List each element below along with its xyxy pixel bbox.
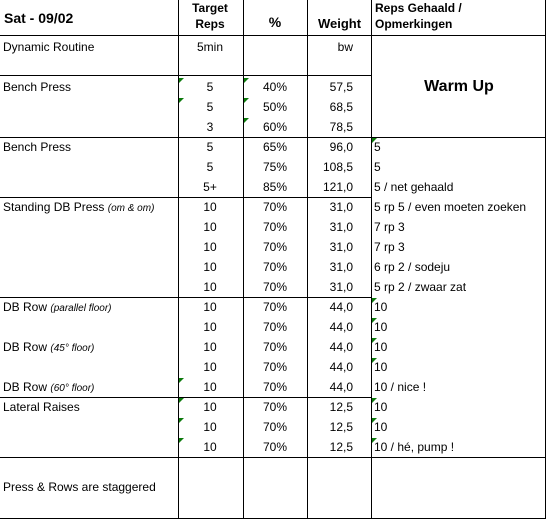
target-reps-cell[interactable]: 10 [203, 300, 217, 314]
exercise-cell[interactable] [3, 277, 178, 297]
remark-cell[interactable]: 10 [374, 400, 388, 414]
percent-cell[interactable] [243, 457, 307, 477]
remark-cell[interactable] [374, 457, 544, 477]
percent-cell[interactable]: 70% [262, 300, 288, 314]
weight-cell[interactable]: 31,0 [329, 240, 353, 254]
percent-cell[interactable]: 65% [262, 140, 288, 154]
exercise-name: Standing DB Press [3, 200, 105, 214]
table-row [0, 297, 546, 317]
percent-cell[interactable]: 75% [262, 160, 288, 174]
exercise-cell[interactable] [3, 157, 178, 177]
percent-cell[interactable]: 70% [262, 320, 288, 334]
exercise-cell[interactable] [3, 57, 178, 77]
remark-cell[interactable]: 10 [374, 300, 388, 314]
weight-cell[interactable]: 31,0 [329, 280, 353, 294]
weight-cell[interactable]: 57,5 [329, 80, 353, 94]
exercise-note: (60° floor) [50, 383, 95, 394]
comment-marker-icon [372, 318, 377, 323]
target-reps-cell[interactable]: 5 [206, 100, 214, 114]
weight-cell[interactable] [308, 457, 353, 477]
target-reps-cell[interactable]: 5 [206, 140, 214, 154]
header-notes-line2: Opmerkingen [375, 17, 453, 31]
exercise-name: Bench Press [3, 80, 72, 94]
header-reps-line: Reps [195, 17, 225, 31]
table-row [0, 417, 546, 437]
warm-up-label: Warm Up [424, 78, 494, 95]
weight-cell[interactable]: 44,0 [329, 300, 353, 314]
table-row [0, 197, 546, 217]
comment-marker-icon [372, 338, 377, 343]
weight-cell[interactable]: 44,0 [329, 360, 353, 374]
grid-line [0, 397, 372, 398]
target-reps-cell[interactable]: 10 [203, 200, 217, 214]
table-row [0, 477, 546, 497]
weight-cell[interactable]: 12,5 [329, 440, 353, 454]
table-row [0, 357, 546, 377]
exercise-cell[interactable] [3, 197, 178, 217]
table-row [0, 237, 546, 257]
percent-cell[interactable] [243, 37, 307, 57]
table-row [0, 177, 546, 197]
grid-line [0, 35, 546, 36]
table-row [0, 337, 546, 357]
exercise-cell[interactable] [3, 97, 178, 117]
target-reps-cell[interactable]: 10 [203, 320, 217, 334]
comment-marker-icon [244, 98, 249, 103]
remark-cell[interactable] [374, 57, 544, 77]
weight-cell[interactable]: 44,0 [329, 320, 353, 334]
weight-cell[interactable]: bw [337, 40, 353, 54]
grid-line [0, 457, 546, 458]
remark-cell[interactable]: 10 / hé, pump ! [374, 440, 455, 454]
table-row [0, 277, 546, 297]
header-notes-line1: Reps Gehaald / [375, 1, 462, 15]
exercise-cell[interactable] [3, 357, 178, 377]
target-reps-cell[interactable]: 3 [206, 120, 214, 134]
weight-cell[interactable] [308, 57, 353, 77]
comment-marker-icon [244, 78, 249, 83]
table-row [0, 397, 546, 417]
header-target-reps [178, 0, 242, 32]
remark-cell[interactable] [374, 477, 544, 497]
target-reps-cell[interactable]: 10 [203, 280, 217, 294]
percent-cell[interactable]: 70% [262, 400, 288, 414]
exercise-cell[interactable] [3, 297, 178, 317]
exercise-cell[interactable] [3, 377, 178, 397]
percent-cell[interactable] [243, 57, 307, 77]
target-reps-cell[interactable]: 10 [203, 360, 217, 374]
comment-marker-icon [179, 418, 184, 423]
grid-line [0, 197, 372, 198]
weight-cell[interactable]: 44,0 [329, 340, 353, 354]
target-reps-cell[interactable]: 5min [196, 40, 223, 54]
header-notes [375, 0, 462, 32]
exercise-cell[interactable] [3, 397, 178, 417]
target-reps-cell[interactable]: 10 [203, 260, 217, 274]
weight-cell[interactable]: 96,0 [329, 140, 353, 154]
percent-cell[interactable]: 40% [262, 80, 288, 94]
comment-marker-icon [179, 78, 184, 83]
exercise-cell[interactable] [3, 477, 178, 497]
percent-cell[interactable]: 70% [262, 280, 288, 294]
exercise-cell[interactable] [3, 137, 178, 157]
table-row [0, 437, 546, 457]
remark-cell[interactable] [374, 117, 544, 137]
weight-cell[interactable]: 31,0 [329, 220, 353, 234]
target-reps-cell[interactable]: 10 [203, 420, 217, 434]
remark-cell[interactable]: 10 [374, 320, 388, 334]
remark-cell[interactable]: 6 rp 2 / sodeju [374, 260, 451, 274]
target-reps-cell[interactable]: 5 [206, 80, 214, 94]
exercise-cell[interactable] [3, 457, 178, 477]
weight-cell[interactable]: 31,0 [329, 260, 353, 274]
table-row [0, 217, 546, 237]
percent-cell[interactable]: 70% [262, 220, 288, 234]
grid-line [307, 0, 308, 519]
exercise-name: Dynamic Routine [3, 40, 95, 54]
weight-cell[interactable]: 68,5 [329, 100, 353, 114]
comment-marker-icon [372, 298, 377, 303]
exercise-name: Press & Rows are staggered [3, 480, 156, 494]
comment-marker-icon [244, 118, 249, 123]
target-reps-cell[interactable] [178, 457, 242, 477]
grid-line [371, 0, 372, 519]
percent-cell[interactable]: 70% [262, 360, 288, 374]
comment-marker-icon [372, 418, 377, 423]
comment-marker-icon [179, 438, 184, 443]
remark-cell[interactable]: 5 [374, 160, 381, 174]
exercise-cell[interactable] [3, 237, 178, 257]
grid-line [178, 0, 179, 519]
weight-cell[interactable]: 12,5 [329, 420, 353, 434]
exercise-name: DB Row [3, 380, 48, 394]
remark-cell[interactable]: 10 [374, 340, 388, 354]
sheet-title: Sat - 09/02 [4, 10, 74, 26]
remark-cell[interactable]: 5 rp 2 / zwaar zat [374, 280, 467, 294]
comment-marker-icon [372, 358, 377, 363]
exercise-name: Bench Press [3, 140, 72, 154]
target-reps-cell[interactable]: 10 [203, 380, 217, 394]
percent-cell[interactable]: 85% [262, 180, 288, 194]
percent-cell[interactable]: 70% [262, 380, 288, 394]
table-row [0, 137, 546, 157]
percent-cell[interactable]: 50% [262, 100, 288, 114]
remark-cell[interactable]: 10 [374, 420, 388, 434]
weight-cell[interactable]: 31,0 [329, 200, 353, 214]
comment-marker-icon [179, 378, 184, 383]
table-row [0, 157, 546, 177]
weight-cell[interactable] [308, 477, 353, 497]
exercise-cell[interactable] [3, 417, 178, 437]
target-reps-cell[interactable]: 10 [203, 340, 217, 354]
grid-line [0, 75, 372, 76]
percent-cell[interactable] [243, 477, 307, 497]
target-reps-cell[interactable]: 10 [203, 220, 217, 234]
grid-line [243, 0, 244, 519]
comment-marker-icon [179, 398, 184, 403]
percent-cell[interactable]: 60% [262, 120, 288, 134]
remark-cell[interactable]: 7 rp 3 [374, 220, 405, 234]
target-reps-cell[interactable] [178, 57, 242, 77]
exercise-note: (om & om) [107, 203, 155, 214]
table-row [0, 317, 546, 337]
exercise-cell[interactable] [3, 437, 178, 457]
exercise-cell[interactable] [3, 337, 178, 357]
target-reps-cell[interactable] [178, 477, 242, 497]
table-row [0, 377, 546, 397]
comment-marker-icon [372, 138, 377, 143]
comment-marker-icon [372, 438, 377, 443]
remark-cell[interactable]: 5 / net gehaald [374, 180, 454, 194]
exercise-cell[interactable] [3, 117, 178, 137]
target-reps-cell[interactable]: 10 [203, 440, 217, 454]
weight-cell[interactable]: 121,0 [322, 180, 353, 194]
remark-cell[interactable]: 10 / nice ! [374, 380, 427, 394]
target-reps-cell[interactable]: 10 [203, 240, 217, 254]
target-reps-cell[interactable]: 5+ [203, 180, 217, 194]
grid-line [0, 137, 546, 138]
target-reps-cell[interactable]: 10 [203, 400, 217, 414]
exercise-name: Lateral Raises [3, 400, 80, 414]
remark-cell[interactable] [374, 37, 544, 57]
table-row [0, 117, 546, 137]
exercise-cell[interactable] [3, 177, 178, 197]
weight-cell[interactable]: 108,5 [322, 160, 353, 174]
exercise-note: (parallel floor) [50, 303, 112, 314]
comment-marker-icon [372, 398, 377, 403]
remark-cell[interactable] [374, 77, 544, 97]
table-row [0, 77, 546, 97]
percent-cell[interactable]: 70% [262, 240, 288, 254]
header-percent: % [268, 14, 282, 30]
remark-cell[interactable]: 7 rp 3 [374, 240, 405, 254]
comment-marker-icon [179, 98, 184, 103]
weight-cell[interactable]: 78,5 [329, 120, 353, 134]
remark-cell[interactable] [374, 97, 544, 117]
exercise-cell[interactable] [3, 217, 178, 237]
percent-cell[interactable]: 70% [262, 440, 288, 454]
exercise-name: DB Row [3, 340, 48, 354]
percent-cell[interactable]: 70% [262, 420, 288, 434]
grid-line [0, 297, 372, 298]
exercise-name: DB Row [3, 300, 48, 314]
percent-cell[interactable]: 70% [262, 200, 288, 214]
percent-cell[interactable]: 70% [262, 340, 288, 354]
header-weight: Weight [317, 16, 362, 31]
target-reps-cell[interactable]: 5 [206, 160, 214, 174]
table-row [0, 97, 546, 117]
exercise-note: (45° floor) [50, 343, 95, 354]
table-row [0, 457, 546, 477]
table-row [0, 57, 546, 77]
remark-cell[interactable]: 5 [374, 140, 381, 154]
exercise-cell[interactable] [3, 37, 178, 57]
weight-cell[interactable]: 44,0 [329, 380, 353, 394]
table-row [0, 257, 546, 277]
remark-cell[interactable]: 5 rp 5 / even moeten zoeken [374, 200, 527, 214]
table-row [0, 37, 546, 57]
exercise-cell[interactable] [3, 77, 178, 97]
exercise-cell[interactable] [3, 257, 178, 277]
weight-cell[interactable]: 12,5 [329, 400, 353, 414]
percent-cell[interactable]: 70% [262, 260, 288, 274]
exercise-cell[interactable] [3, 317, 178, 337]
header-target-line: Target [192, 1, 228, 15]
remark-cell[interactable]: 10 [374, 360, 388, 374]
